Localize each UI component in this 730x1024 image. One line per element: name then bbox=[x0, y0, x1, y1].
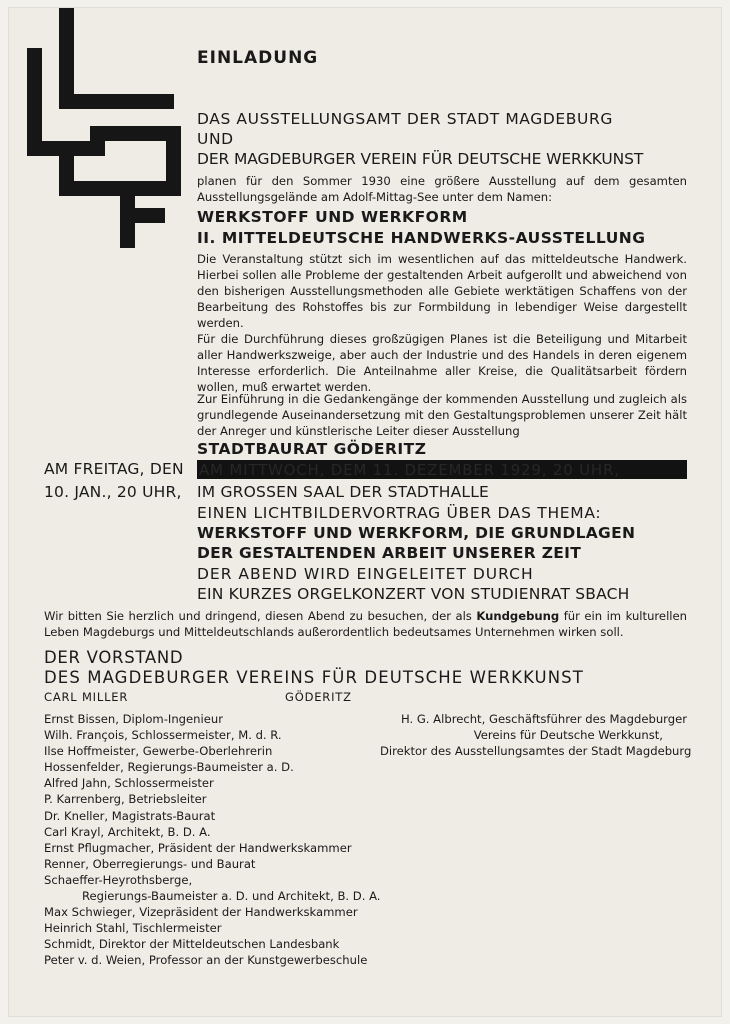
list-item: Peter v. d. Weien, Professor an der Kunstgewerbeschule bbox=[44, 953, 368, 968]
list-item: Regierungs-Baumeister a. D. und Architekt, B. D. A. bbox=[82, 889, 381, 904]
board-heading: DER VORSTAND bbox=[44, 648, 184, 667]
chair-goederitz: GÖDERITZ bbox=[285, 690, 352, 704]
list-item: H. G. Albrecht, Geschäftsführer des Magdeburger bbox=[400, 712, 687, 726]
list-item: Carl Krayl, Architekt, B. D. A. bbox=[44, 824, 211, 839]
list-item: Wilh. François, Schlossermeister, M. d. R. bbox=[44, 728, 282, 743]
list-item: Hossenfelder, Regierungs-Baumeister a. D. bbox=[44, 760, 294, 775]
opening-line-2: EIN KURZES ORGELKONZERT VON STUDIENRAT SBACH bbox=[197, 585, 630, 603]
list-item: Dr. Kneller, Magistrats-Baurat bbox=[44, 808, 216, 823]
kundgebung-emphasis: Kundgebung bbox=[476, 609, 560, 623]
opening-line-1: DER ABEND WIRD EINGELEITET DURCH bbox=[197, 565, 534, 583]
exhibition-name: WERKSTOFF UND WERKFORM bbox=[197, 208, 468, 226]
list-item: Ernst Pflugmacher, Präsident der Handwerkskammer bbox=[44, 840, 352, 855]
list-item: Heinrich Stahl, Tischlermeister bbox=[44, 921, 222, 936]
list-item: Schmidt, Direktor der Mitteldeutschen Landesbank bbox=[44, 937, 340, 952]
list-item: Alfred Jahn, Schlossermeister bbox=[44, 776, 214, 791]
topic-line-1: WERKSTOFF UND WERKFORM, DIE GRUNDLAGEN bbox=[197, 524, 636, 542]
organizer-line-1: DAS AUSSTELLUNGSAMT DER STADT MAGDEBURG bbox=[197, 110, 613, 128]
venue: IM GROSSEN SAAL DER STADTHALLE bbox=[197, 483, 490, 501]
date-overprint-1: AM FREITAG, DEN bbox=[44, 460, 184, 478]
paragraph-2: Für die Durchführung dieses großzügigen Planes ist die Beteiligung und Mitarbeit aller Handwerkszweige, aber auch der Industrie und des Handels in deren eigenem Interesse erforderlich. Die Anteilnahme aller Kreise, die Qualitätsarbeit fördern wollen, muß erwartet werden. bbox=[197, 332, 687, 395]
list-item: Schaeffer-Heyrothsberge, bbox=[44, 872, 193, 887]
struck-date-bar bbox=[197, 460, 687, 479]
list-item: Vereins für Deutsche Werkkunst, bbox=[473, 728, 663, 743]
list-item: Max Schwieger, Vizepräsident der Handwerkskammer bbox=[44, 905, 358, 920]
board-right-column bbox=[380, 711, 692, 759]
werkbund-logo bbox=[27, 8, 187, 253]
exhibition-subtitle: II. MITTELDEUTSCHE HANDWERKS-AUSSTELLUNG bbox=[197, 229, 646, 247]
date-overprint-2: 10. JAN., 20 UHR, bbox=[44, 483, 182, 501]
struck-date-text: AM MITTWOCH, DEM 11. DEZEMBER 1929, 20 UHR, bbox=[199, 461, 620, 479]
intro-text: planen für den Sommer 1930 eine größere Ausstellung auf dem gesamten Ausstellungsgelände am Adolf-Mittag-See unter dem Namen: bbox=[197, 174, 687, 205]
page-title: EINLADUNG bbox=[197, 48, 319, 68]
organizer-line-3: DER MAGDEBURGER VEREIN FÜR DEUTSCHE WERKKUNST bbox=[197, 150, 644, 168]
organizer-line-2: UND bbox=[197, 130, 234, 148]
request-text: Wir bitten Sie herzlich und dringend, diesen Abend zu besuchen, der als Kundgebung für ein im kulturellen Leben Magdeburgs und Mitteldeutschlands außerordentlich bedeutsames Unternehmen wirken soll. bbox=[44, 609, 687, 640]
board-members-list bbox=[44, 711, 380, 969]
paragraph-1: Die Veranstaltung stützt sich im wesentlichen auf das mitteldeutsche Handwerk. Hierbei sollen alle Probleme der gestaltenden Arbeit aufgerollt und abweichend von den bisherigen Ausstellungsmethoden alle Gebiete werktätigen Schaffens von der Bearbeitung des Rohstoffes bis zur Formbildung in lebendiger Weise dargestellt werden. bbox=[197, 252, 687, 331]
list-item: Direktor des Ausstellungsamtes der Stadt Magdeburg bbox=[380, 744, 692, 759]
talk-intro: EINEN LICHTBILDERVORTRAG ÜBER DAS THEMA: bbox=[197, 504, 602, 522]
list-item: Ernst Bissen, Diplom-Ingenieur bbox=[44, 712, 223, 726]
chair-miller: CARL MILLER bbox=[44, 690, 129, 704]
list-item: Renner, Oberregierungs- und Baurat bbox=[44, 856, 256, 871]
board-organization: DES MAGDEBURGER VEREINS FÜR DEUTSCHE WERKKUNST bbox=[44, 668, 584, 687]
list-item: Ilse Hoffmeister, Gewerbe-Oberlehrerin bbox=[44, 744, 273, 759]
paragraph-3: Zur Einführung in die Gedankengänge der kommenden Ausstellung und zugleich als grundlegende Auseinandersetzung mit den Gestaltungsproblemen unserer Zeit hält der Anreger und künstlerische Leiter dieser Ausstellung bbox=[197, 392, 687, 439]
topic-line-2: DER GESTALTENDEN ARBEIT UNSERER ZEIT bbox=[197, 544, 582, 562]
speaker-name: STADTBAURAT GÖDERITZ bbox=[197, 440, 427, 458]
list-item: P. Karrenberg, Betriebsleiter bbox=[44, 792, 207, 807]
